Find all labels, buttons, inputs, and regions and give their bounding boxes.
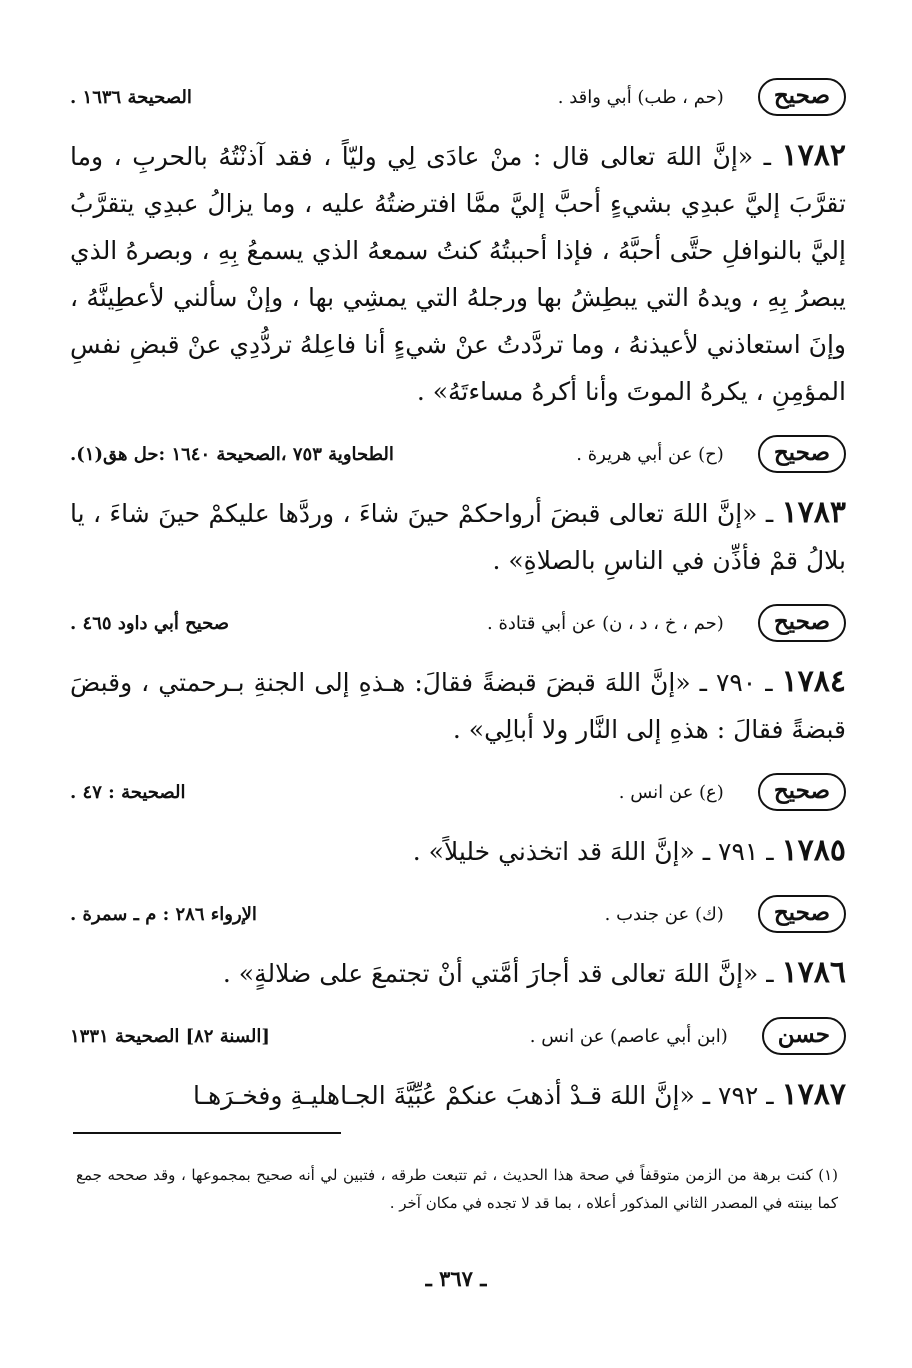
- source-line: [70, 425, 846, 483]
- hadith-text: [70, 658, 846, 753]
- source-line: [70, 594, 846, 652]
- source-references: (ك) عن جندب .: [604, 903, 724, 925]
- source-references: (حم ، طب) أبي واقد .: [557, 86, 724, 108]
- grade-badge: صحيح: [758, 435, 846, 474]
- hadith-body: ـ «إنَّ اللهَ تعالى قبضَ أرواحكمْ حينَ شاءَ ، وردَّها عليكمْ حينَ شاءَ ، يا بلالُ قمْ فأذِّن في الناسِ بالصلاةِ» .: [70, 499, 846, 575]
- grade-badge: صحيح: [758, 604, 846, 643]
- hadith-text: [70, 489, 846, 584]
- page-body: [70, 68, 846, 1129]
- hadith-number: ١٧٨٥: [781, 833, 846, 868]
- hadith-number: ١٧٨٧: [781, 1077, 846, 1112]
- cross-references: صحيح أبي داود ٤٦٥ .: [70, 612, 230, 634]
- hadith-number: ١٧٨٦: [781, 955, 846, 990]
- source-references: (ع) عن انس .: [618, 781, 724, 803]
- page-number: ـ ٣٦٧ ـ: [425, 1266, 487, 1291]
- cross-references: الطحاوية ٧٥٣ ،الصحيحة ١٦٤٠ :حل هق(١).: [70, 443, 394, 465]
- hadith-body: ـ «إنَّ اللهَ تعالى قال : منْ عادَى لِي وليّاً ، فقد آذنْتُهُ بالحربِ ، وما تقرَّبَ إليَّ عبدِي بشيءٍ أحبَّ إليَّ ممَّا افترضتُهُ عليه ، وما يزالُ عبدِي يتقرَّبُ إليَّ بالنوافلِ حتَّى أحبَّهُ ، فإذا أحببتُهُ كنتُ سمعهُ الذي يسمعُ بِهِ ، وبصرهُ الذي يبصرُ بِهِ ، ويدهُ التي يبطِشُ بها ورجلهُ التي يمشِي بها ، وإنْ سألني لأعطِينَّهُ ، وإنَ استعاذني لأعيذنهُ ، وما تردَّدتُ عنْ شيءٍ أنا فاعِلهُ تردُّدِي عنْ قبضِ نفسِ المؤمِنِ ، يكرهُ الموتَ وأنا أكرهُ مساءتَهُ» .: [70, 142, 846, 406]
- grade-badge: حسن: [762, 1017, 846, 1056]
- hadith-text: [70, 827, 846, 875]
- footnote: (١) كنت برهة من الزمن متوقفاً في صحة هذا الحديث ، ثم تتبعت طرقه ، فتبين لي أنه صحيح بمجموعها ، وقد صححه جمع كما بينته في المصدر الثاني المذكور أعلاه ، بما قد لا تجده في مكان آخر .: [76, 1166, 838, 1212]
- footnote-divider: [73, 1132, 341, 1134]
- hadith-body: ـ ٧٩١ ـ «إنَّ اللهَ قد اتخذني خليلاً» .: [412, 837, 774, 866]
- hadith-body: ـ ٧٩٢ ـ «إنَّ اللهَ قـدْ أذهبَ عنكمْ عُبِّيَّةَ الجـاهليـةِ وفخـرَهـا: [193, 1081, 774, 1110]
- cross-references: [السنة ٨٢] الصحيحة ١٣٣١: [70, 1025, 270, 1047]
- cross-references: الصحيحة ١٦٣٦ .: [70, 86, 192, 108]
- hadith-body: ـ ٧٩٠ ـ «إنَّ اللهَ قبضَ قبضةً فقالَ: هـذهِ إلى الجنةِ بـرحمتي ، وقبضَ قبضةً فقالَ : هذهِ إلى النَّار ولا أبالِي» .: [70, 668, 846, 744]
- source-line: [70, 763, 846, 821]
- grade-badge: صحيح: [758, 895, 846, 934]
- source-references: (ح) عن أبي هريرة .: [576, 443, 724, 465]
- source-line: [70, 1007, 846, 1065]
- source-line: [70, 885, 846, 943]
- source-references: (ابن أبي عاصم) عن انس .: [529, 1025, 728, 1047]
- source-references: (حم ، خ ، د ، ن) عن أبي قتادة .: [487, 612, 724, 634]
- grade-badge: صحيح: [758, 78, 846, 117]
- cross-references: الصحيحة : ٤٧ .: [70, 781, 186, 803]
- hadith-text: [70, 1071, 846, 1119]
- grade-badge: صحيح: [758, 773, 846, 812]
- hadith-number: ١٧٨٤: [781, 664, 846, 699]
- source-line: [70, 68, 846, 126]
- hadith-number: ١٧٨٢: [781, 138, 846, 173]
- hadith-number: ١٧٨٣: [781, 495, 846, 530]
- hadith-text: [70, 949, 846, 997]
- hadith-body: ـ «إنَّ اللهَ تعالى قد أجارَ أمَّتي أنْ تجتمعَ على ضلالةٍ» .: [222, 959, 774, 988]
- hadith-text: [70, 132, 846, 415]
- cross-references: الإرواء ٢٨٦ : م ـ سمرة .: [70, 903, 257, 925]
